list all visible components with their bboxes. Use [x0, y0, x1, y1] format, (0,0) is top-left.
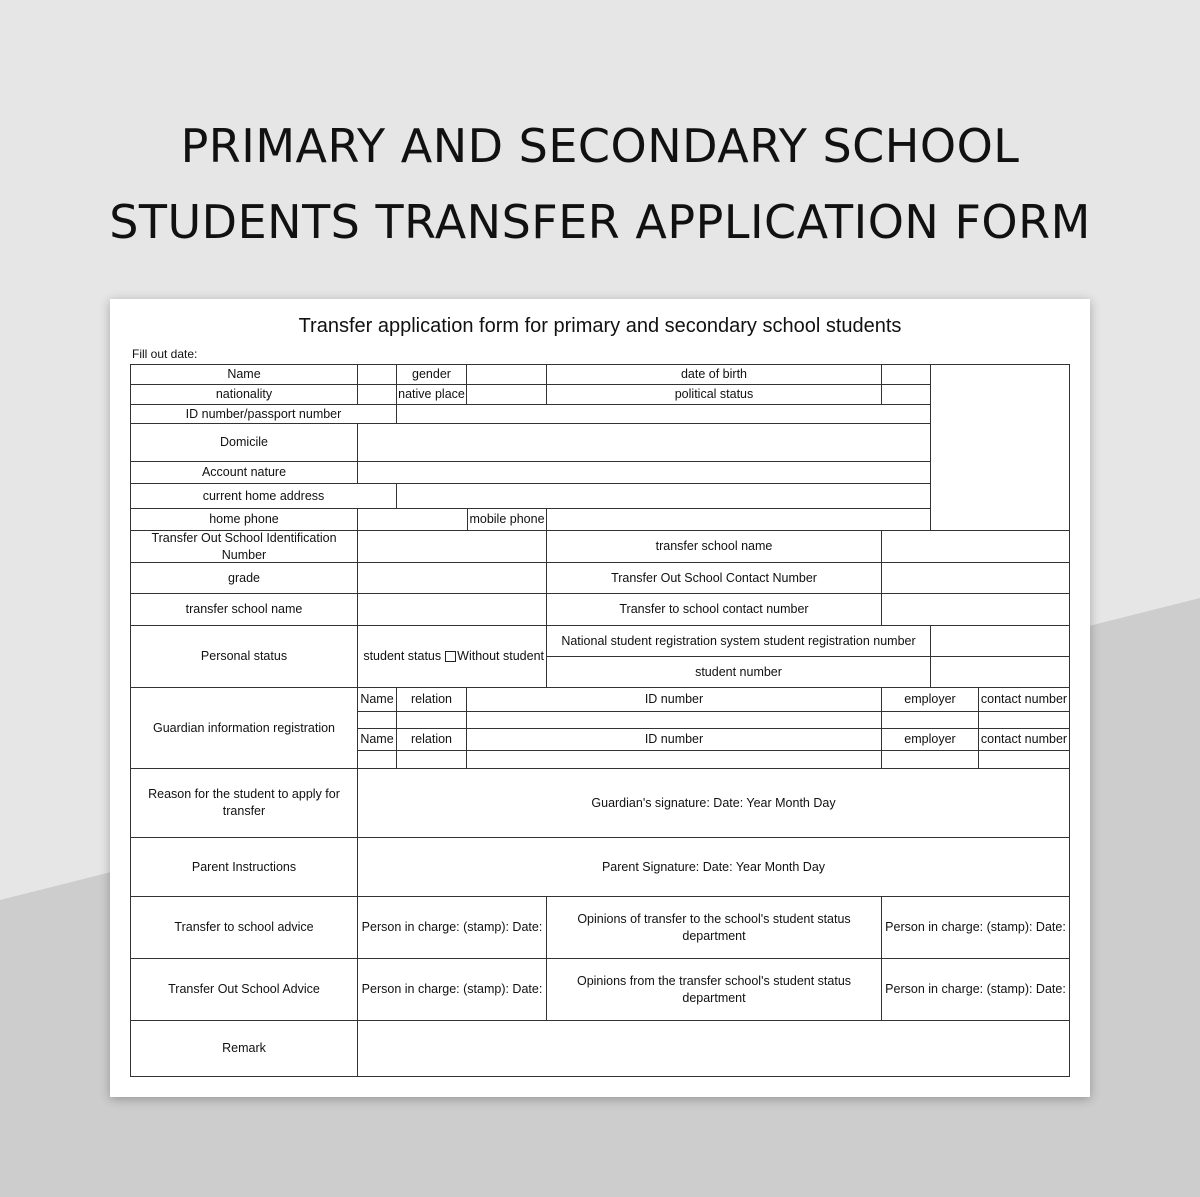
opinions-transfer-from-label: Opinions from the transfer school's student status department [546, 958, 882, 1021]
remark-input[interactable] [357, 1020, 1070, 1077]
id-number-label: ID number/passport number [130, 404, 397, 424]
parent-instructions-label: Parent Instructions [130, 837, 358, 897]
account-nature-label: Account nature [130, 461, 358, 484]
home-address-label: current home address [130, 483, 397, 509]
mobile-phone-label: mobile phone [467, 508, 547, 531]
date-of-birth-label: date of birth [546, 364, 882, 385]
domicile-label: Domicile [130, 423, 358, 462]
guardian1-employer-input[interactable] [881, 711, 979, 729]
guardian1-relation-header: relation [396, 687, 467, 712]
guardian2-name-input[interactable] [357, 750, 397, 769]
guardian1-contact-header: contact number [978, 687, 1070, 712]
political-status-input[interactable] [881, 384, 931, 405]
transfer-out-dept-person-in-charge[interactable]: Person in charge: (stamp): Date: [881, 958, 1070, 1021]
name-input[interactable] [357, 364, 397, 385]
personal-status-options [357, 625, 547, 688]
form-sheet [110, 299, 1090, 1097]
transfer-out-person-in-charge[interactable]: Person in charge: (stamp): Date: [357, 958, 547, 1021]
transfer-to-contact-label: Transfer to school contact number [546, 593, 882, 626]
guardian1-name-input[interactable] [357, 711, 397, 729]
home-phone-label: home phone [130, 508, 358, 531]
guardian2-contact-header: contact number [978, 728, 1070, 751]
guardian2-name-header: Name [357, 728, 397, 751]
banner-title-line-2: STUDENTS TRANSFER APPLICATION FORM [109, 195, 1091, 249]
reason-label: Reason for the student to apply for transfer [130, 768, 358, 838]
transfer-school-name-label-left: transfer school name [130, 593, 358, 626]
guardian1-id-header: ID number [466, 687, 882, 712]
native-place-label: native place [396, 384, 467, 405]
national-registration-label: National student registration system student registration number [546, 625, 931, 657]
nationality-input[interactable] [357, 384, 397, 405]
personal-status-label: Personal status [130, 625, 358, 688]
guardian2-employer-header: employer [881, 728, 979, 751]
guardian1-employer-header: employer [881, 687, 979, 712]
banner-title-line-1: PRIMARY AND SECONDARY SCHOOL [180, 119, 1020, 173]
guardian-signature-field[interactable]: Guardian's signature: Date: Year Month Day [357, 768, 1070, 838]
photo-cell[interactable] [930, 364, 1070, 531]
nationality-label: nationality [130, 384, 358, 405]
opinions-transfer-to-label: Opinions of transfer to the school's student status department [546, 896, 882, 959]
guardian1-name-header: Name [357, 687, 397, 712]
without-student-checkbox-icon[interactable] [445, 651, 456, 662]
native-place-input[interactable] [466, 384, 547, 405]
form-table [110, 299, 1090, 1097]
transfer-out-school-id-input[interactable] [357, 530, 547, 563]
transfer-out-contact-label: Transfer Out School Contact Number [546, 562, 882, 594]
transfer-to-contact-input[interactable] [881, 593, 1070, 626]
parent-signature-field[interactable]: Parent Signature: Date: Year Month Day [357, 837, 1070, 897]
transfer-to-person-in-charge[interactable]: Person in charge: (stamp): Date: [357, 896, 547, 959]
home-phone-input[interactable] [357, 508, 468, 531]
guardian1-id-input[interactable] [466, 711, 882, 729]
mobile-phone-input[interactable] [546, 508, 931, 531]
guardian2-relation-header: relation [396, 728, 467, 751]
fill-out-date-label: Fill out date: [132, 347, 198, 361]
banner-title [0, 108, 1200, 260]
status-option-with-student[interactable] [363, 648, 441, 665]
form-title: Transfer application form for primary and secondary school students [298, 315, 902, 337]
with-student-status-text: student status [363, 649, 442, 664]
without-student-status-text: Without student [457, 649, 544, 664]
guardian2-id-header: ID number [466, 728, 882, 751]
student-number-label: student number [546, 656, 931, 688]
transfer-out-contact-input[interactable] [881, 562, 1070, 594]
transfer-school-name-input-right[interactable] [881, 530, 1070, 563]
name-label: Name [130, 364, 358, 385]
account-nature-input[interactable] [357, 461, 931, 484]
student-number-input[interactable] [930, 656, 1070, 688]
domicile-input[interactable] [357, 423, 931, 462]
guardian2-relation-input[interactable] [396, 750, 467, 769]
date-of-birth-input[interactable] [881, 364, 931, 385]
transfer-out-school-id-label: Transfer Out School Identification Number [130, 530, 358, 563]
home-address-input[interactable] [396, 483, 931, 509]
gender-input[interactable] [466, 364, 547, 385]
grade-label: grade [130, 562, 358, 594]
id-number-input[interactable] [396, 404, 931, 424]
guardian2-employer-input[interactable] [881, 750, 979, 769]
remark-label: Remark [130, 1020, 358, 1077]
grade-input[interactable] [357, 562, 547, 594]
guardian2-id-input[interactable] [466, 750, 882, 769]
national-registration-input[interactable] [930, 625, 1070, 657]
gender-label: gender [396, 364, 467, 385]
political-status-label: political status [546, 384, 882, 405]
transfer-to-advice-label: Transfer to school advice [130, 896, 358, 959]
guardian1-contact-input[interactable] [978, 711, 1070, 729]
transfer-to-dept-person-in-charge[interactable]: Person in charge: (stamp): Date: [881, 896, 1070, 959]
transfer-out-advice-label: Transfer Out School Advice [130, 958, 358, 1021]
transfer-school-name-input-left[interactable] [357, 593, 547, 626]
transfer-school-name-label-right: transfer school name [546, 530, 882, 563]
guardian1-relation-input[interactable] [396, 711, 467, 729]
guardian2-contact-input[interactable] [978, 750, 1070, 769]
guardian-registration-label: Guardian information registration [130, 687, 358, 769]
